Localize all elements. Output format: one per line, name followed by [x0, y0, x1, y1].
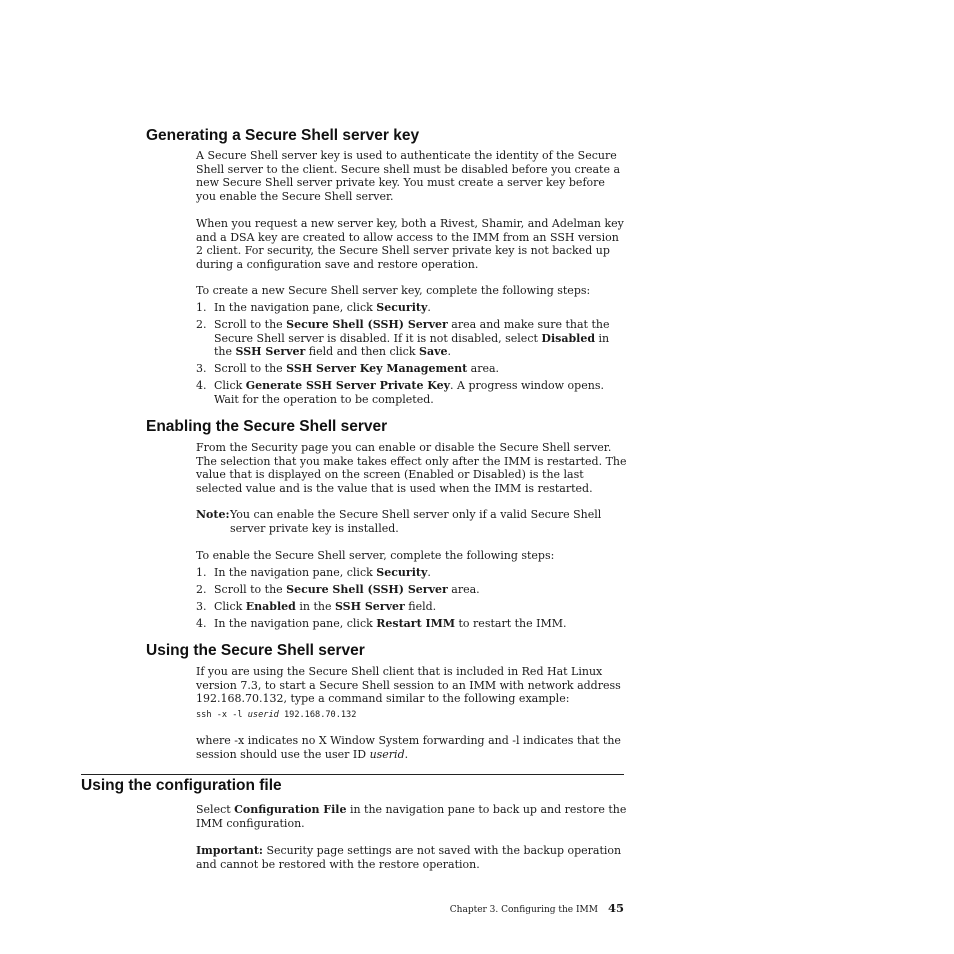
step-number: 2. [196, 318, 207, 331]
step-number: 3. [196, 362, 207, 375]
enable-paragraph-1: From the Security page you can enable or disable the Secure Shell server. The selection that you make takes effect only after the IMM is restarted. The value that is displayed on the screen (Enabled or Disabled) is the last selected value and is the value that is used when the IMM is restarted. [196, 441, 627, 495]
step-number: 3. [196, 600, 207, 613]
gen-step-4: 4. Click Generate SSH Server Private Key. A progress window opens. Wait for the operation to be completed. [196, 379, 604, 406]
step-number: 1. [196, 566, 207, 579]
gen-step-3: 3. Scroll to the SSH Server Key Management area. [196, 362, 500, 375]
use-paragraph-1: If you are using the Secure Shell client that is included in Red Hat Linux version 7.3, to start a Secure Shell session to an IMM with network address 192.168.70.132, type a command similar to the following example: [196, 665, 621, 706]
ssh-command-example: ssh -x -l userid 192.168.70.132 [196, 710, 357, 720]
page-number: 45 [607, 901, 624, 915]
heading-using-ssh: Using the Secure Shell server [146, 642, 365, 659]
enable-step-4: 4. In the navigation pane, click Restart IMM to restart the IMM. [196, 617, 567, 630]
important-label: Important: [196, 844, 263, 857]
enable-note [196, 508, 628, 535]
step-number: 4. [196, 379, 207, 392]
section-divider [81, 774, 624, 775]
heading-configuration-file: Using the configuration file [81, 777, 282, 794]
note-label: Note: [196, 508, 230, 521]
gen-step-1: 1. In the navigation pane, click Security. [196, 301, 431, 314]
config-paragraph-1: Select Configuration File in the navigation pane to back up and restore the IMM configuration. [196, 803, 627, 830]
gen-step-2: 2. Scroll to the Secure Shell (SSH) Server area and make sure that the Secure Shell server is disabled. If it is not disabled, select Disabled in the SSH Server field and then click Save. [196, 318, 610, 359]
heading-enabling-ssh: Enabling the Secure Shell server [146, 418, 388, 435]
use-paragraph-2: where -x indicates no X Window System forwarding and -l indicates that the session should use the user ID userid. [196, 734, 621, 761]
enable-step-2: 2. Scroll to the Secure Shell (SSH) Server area. [196, 583, 480, 596]
footer-chapter: Chapter 3. Configuring the IMM [449, 905, 598, 915]
page-footer [450, 901, 624, 917]
enable-step-1: 1. In the navigation pane, click Security. [196, 566, 431, 579]
enable-steps-intro: To enable the Secure Shell server, complete the following steps: [196, 549, 555, 562]
gen-paragraph-2: When you request a new server key, both a Rivest, Shamir, and Adelman key and a DSA key are created to allow access to the IMM from an SSH version 2 client. For security, the Secure Shell server private key is not backed up during a configuration save and restore operation. [196, 217, 624, 271]
config-important: Important: Security page settings are not saved with the backup operation and cannot be restored with the restore operation. [196, 844, 622, 871]
heading-generating-ssh-key: Generating a Secure Shell server key [146, 127, 420, 144]
gen-paragraph-1: A Secure Shell server key is used to authenticate the identity of the Secure Shell server to the client. Secure shell must be disabled before you create a new Secure Shell server private key. You must create a server key before you enable the Secure Shell server. [196, 149, 621, 203]
note-text: You can enable the Secure Shell server only if a valid Secure Shell server private key is installed. [230, 508, 602, 535]
step-number: 4. [196, 617, 207, 630]
enable-step-3: 3. Click Enabled in the SSH Server field. [196, 600, 437, 613]
gen-steps-intro: To create a new Secure Shell server key, complete the following steps: [196, 284, 591, 297]
step-number: 1. [196, 301, 207, 314]
step-number: 2. [196, 583, 207, 596]
